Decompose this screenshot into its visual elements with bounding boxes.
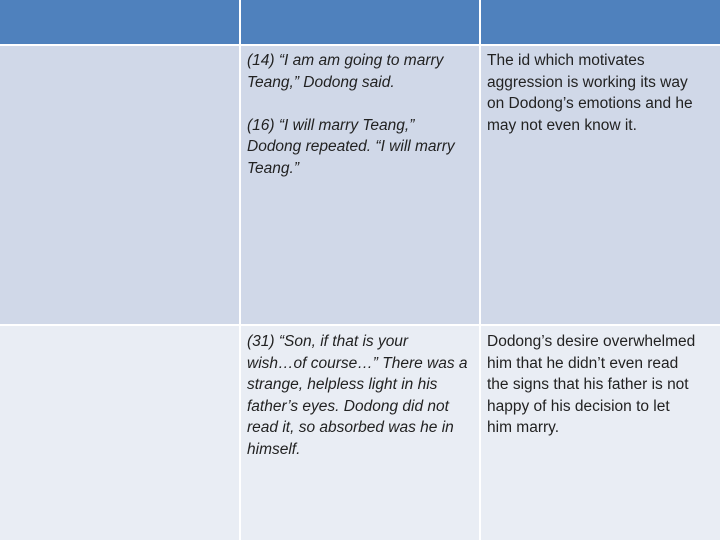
quote-31: (31) “Son, if that is your wish…of course…” There was a strange, helpless light in his father’s eyes. Dodong did not read it, so absorbed was he in himself. xyxy=(247,333,468,458)
grid-line-vertical-2 xyxy=(479,0,481,540)
row-1-quote-cell xyxy=(247,50,479,180)
grid-line-horizontal-2 xyxy=(0,324,720,326)
analysis-text-2: Dodong’s desire overwhelmed him that he didn’t even read the signs that his father is not happy of his decision to let him marry. xyxy=(487,333,696,437)
row-1-analysis-cell xyxy=(487,50,719,136)
row-2-label-cell xyxy=(0,325,240,540)
header-cell-2 xyxy=(240,0,480,45)
row-1-label-cell xyxy=(0,45,240,325)
header-cell-1 xyxy=(0,0,240,45)
header-cell-3 xyxy=(480,0,720,45)
quote-14: (14) “I am am going to marry Teang,” Dodong said. xyxy=(247,52,444,91)
analysis-text-1: The id which motivates aggression is working its way on Dodong’s emotions and he may not even know it. xyxy=(487,52,693,134)
grid-line-vertical-1 xyxy=(239,0,241,540)
quote-16: (16) “I will marry Teang,” Dodong repeated. “I will marry Teang.” xyxy=(247,116,455,177)
row-2-quote-cell xyxy=(247,331,479,461)
row-2-analysis-cell xyxy=(487,331,719,439)
grid-line-horizontal-1 xyxy=(0,44,720,46)
